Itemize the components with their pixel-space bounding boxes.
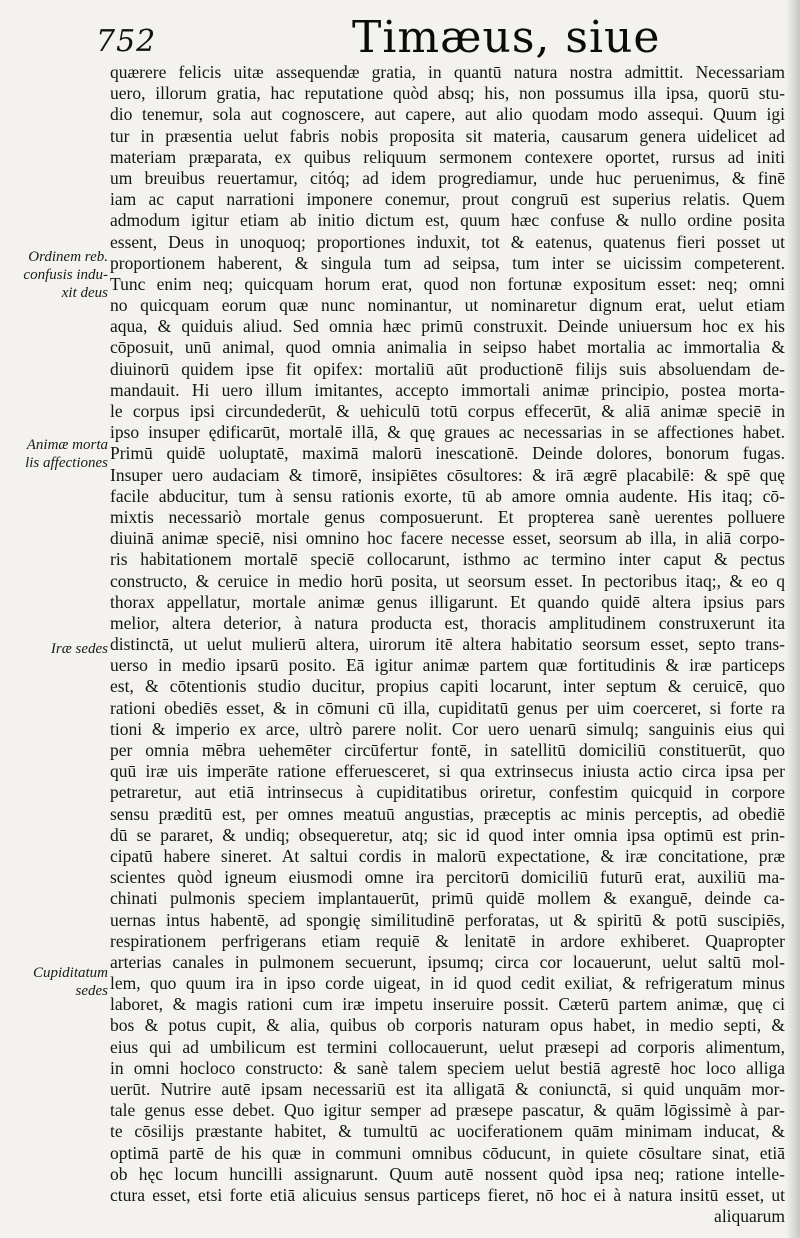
margin-note-line: xit deus [61, 285, 108, 301]
margin-note-line: Animæ morta [26, 437, 108, 453]
text-line: aliquarum [714, 1206, 785, 1227]
text-line: diuinorū quidem ipse fit opifex: mortaliū aūt productionē filijs suis absoluendam de- [110, 358, 785, 379]
text-line: melior, altera deterior, à natura producta est, thoracis amplitudinem construxerunt ita [110, 612, 785, 633]
text-line: uerso in medio ipsarū posito. Eā igitur animæ partem quæ fortitudinis & iræ particeps [110, 655, 785, 676]
text-line: thorax appellatur, mortale animæ genus illigarunt. Et quando quidē altera ipsius pars [110, 591, 785, 612]
text-line: distinctā, ut uelut mulierū altera, uirorum itē altera habitatio seorsum esset, septo trans- [110, 634, 785, 655]
text-line: est, & cōtentionis studio ducitur, propius capiti locarunt, inter septum & ceruicē, quo [110, 676, 785, 697]
margin-note-line: Ordinem reb. [28, 249, 108, 265]
text-line: uernas intus habentē, ad spongię similitudinē perforatas, ut & spiritū & potū suscipiēs, [110, 909, 785, 930]
text-line: dū se pararet, & undiq; obsequeretur, atq; sic id quod inter omnia ipsa optimū est prin- [110, 824, 785, 845]
text-line: bos & potus cupit, & alia, quibus ob corporis naturam opus habet, in medio septi, & [110, 1015, 785, 1036]
text-line: um breuibus reuertamur, citóq; ad idem progrediamur, unde huc peruenimus, & finē [110, 167, 785, 188]
text-line: facile abducitur, tum à sensu rationis exorte, tū ab amore omnia audente. His itaq; cō- [110, 485, 785, 506]
text-line: aqua, & quiduis aliud. Sed omnia hæc primū construxit. Deinde uniuersum hoc ex his [110, 316, 785, 337]
text-line: essent, Deus in unoquoq; proportiones induxit, tot & eatenus, quatenus fieri posset ut [110, 231, 785, 252]
margin-note-ordinem [12, 248, 108, 302]
text-line: tale genus esse debet. Quo igitur semper ad præsepe pascatur, & quām lōgissimè à par- [110, 1100, 785, 1121]
page-edge-shadow [786, 0, 800, 1238]
text-line: laboret, & magis rationi cum iræ impetu inseruire possit. Cæterū partem animæ, quę ci [110, 994, 785, 1015]
text-line: ctura esset, etsi forte etiā alicuius sensus particeps fieret, nō hoc ei à natura insitū esset, ut [110, 1184, 785, 1205]
text-line: proportionem haberent, & singula tum ad seipsa, tum inter se uicissim competerent. [110, 252, 785, 273]
text-line: ipso insuper ędificarūt, mortalē illā, & quę graues ac necessarias in se affectiones habet. [110, 422, 785, 443]
margin-note-line: Iræ sedes [50, 641, 108, 657]
text-line: Primū quidē uoluptatē, maximā malorū inescationē. Deinde dolores, bonorum fugas. [110, 443, 785, 464]
text-line: le corpus ipsi circundederūt, & uehiculū totū corpus effecerūt, & aliā animæ speciē in [110, 401, 785, 421]
text-line: mandauit. Hi uero illum imitantes, accepto immortali animæ principio, postea morta- [110, 379, 785, 400]
margin-note-line: lis affectiones [25, 455, 108, 471]
text-line: diuinā animæ speciē, nisi omnino hoc facere necesse esset, seorsum ab illa, in aliā corpo- [110, 528, 785, 549]
text-line: ob hęc locum huncilli assignarunt. Quum autē nossent quòd ipsa neq; ratione intelle- [110, 1163, 785, 1184]
text-line: ris habitationem mortalē speciē collocarunt, isthmo ac termino inter caput & pectus [110, 549, 785, 570]
margin-note-animae [12, 436, 108, 472]
text-line: cōposuit, unū animal, quod omnia animalia in seipso habet mortalia ac immortalia & [110, 337, 785, 358]
text-line: sensu præditū est, per omnes meatuū angustias, præceptis ac minis perceptis, ad obediē [110, 803, 785, 824]
text-line: respirationem perfrigerans etiam requiē & lenitatē in ardore exhiberet. Quapropter [110, 930, 785, 951]
text-line: optimā partē de his quæ in communi omnibus cōducunt, in quiete cōsultare sinat, etiā [110, 1142, 785, 1163]
text-line: materiam præparata, ex quibus reliquum sermonem contexere oportet, rursus ad initi [110, 146, 785, 167]
text-line: te cōsilijs præstante habitet, & tumultū ac uociferationem quām minimam inducat, & [110, 1121, 785, 1142]
text-line: Insuper uero audaciam & timorē, insipiētes cōsultores: & irā ægrē placabilē: & spē quę [110, 464, 785, 485]
margin-note-line: confusis indu- [23, 267, 108, 283]
text-line: lem, quo quum ira in ipso corde uigeat, in id quod cedit exiliat, & refrigeratum minus [110, 973, 785, 994]
body-text [110, 62, 785, 1227]
text-line: tur in præsentia uelut fabris nobis proposita sit materia, causarum genera uidelicet ad [110, 125, 785, 146]
text-line: admodum igitur etiam ab initio dictum est, quum hæc confuse & nullo ordine posita [110, 210, 785, 231]
text-line: mixtis necessariò mortale genus composuerunt. Et propterea sanè uerentes polluere [110, 506, 785, 527]
margin-note-irae [12, 640, 108, 658]
text-line: uero, illorum gratia, hac reputatione quòd absq; his, non possumus illa ipsa, quorū stu- [110, 83, 785, 104]
text-line: no quicquam eorum quæ nunc nominantur, ut nominaretur dignum erat, uelut etiam [110, 295, 785, 316]
text-line: uerūt. Nutrire autē ipsam necessariū est ita alligatā & coniunctā, si quid unquām mor- [110, 1079, 785, 1099]
margin-note-line: sedes [75, 983, 108, 999]
text-line: rationi obediēs esset, & in cōmuni cū illa, cupiditatū genus per uim coerceret, si forte ra [110, 697, 785, 718]
text-line: quū iræ uis imperāte ratione efferuesceret, si qua extrinsecus iniusta actio circa ipsa per [110, 761, 785, 782]
text-line: quærere felicis uitæ assequendæ gratia, in quantū natura nostra admittit. Necessariam [110, 62, 785, 82]
text-line: iam ac caput narrationi imponere conemur, prout congruū est superius relatis. Quem [110, 189, 785, 210]
page-number: 752 [96, 24, 157, 59]
text-line: dio tenemur, sola aut cognoscere, aut capere, aut alio quodam modo assequi. Quum igi [110, 104, 785, 125]
text-line: chinati pulmonis speciem implantauerūt, primū quidē mollem & exanguē, deinde ca- [110, 888, 785, 909]
text-line: eius qui ad umbilicum est termini collocauerunt, uelut præsepi ad corporis alimentum, [110, 1036, 785, 1057]
margin-note-line: Cupiditatum [32, 965, 108, 981]
text-line: tioni & imperio ex arce, ultrò parere nolit. Cor uero uenarū simulq; sanguinis eius qui [110, 718, 785, 739]
text-line: in omni hocloco constructo: & sanè talem speciem uelut bestiā agrestē hoc loco alliga [110, 1057, 785, 1078]
running-head: Timæus, siue [352, 12, 661, 63]
text-line: arterias canales in pulmonem secuerunt, ipsumq; circa cor locauerunt, uelut saltū mol- [110, 951, 785, 972]
margin-note-cupiditatum [12, 964, 108, 1000]
text-line: constructo, & ceruice in medio horū posita, ut seorsum esset. In pectoribus itaq;, & eo q [110, 570, 785, 591]
text-line: petraretur, aut etiā intrinsecus à cupiditatibus oriretur, confestim quicquid in corpore [110, 782, 785, 803]
text-line: cipatū habere sineret. At saltui cordis in malorū expectatione, & iræ concitatione, præ [110, 845, 785, 866]
text-line: scientes quòd igneum eiusmodi omne ira percitorū domiciliū futurū erat, auxiliū ma- [110, 867, 785, 888]
text-line: per omnia mēbra uehemēter circūfertur fontē, in satellitū domiciliū constituerūt, quo [110, 740, 785, 760]
text-line: Tunc enim neq; quicquam horum erat, quod non fortunæ expositum esset: neq; omni [110, 273, 785, 294]
